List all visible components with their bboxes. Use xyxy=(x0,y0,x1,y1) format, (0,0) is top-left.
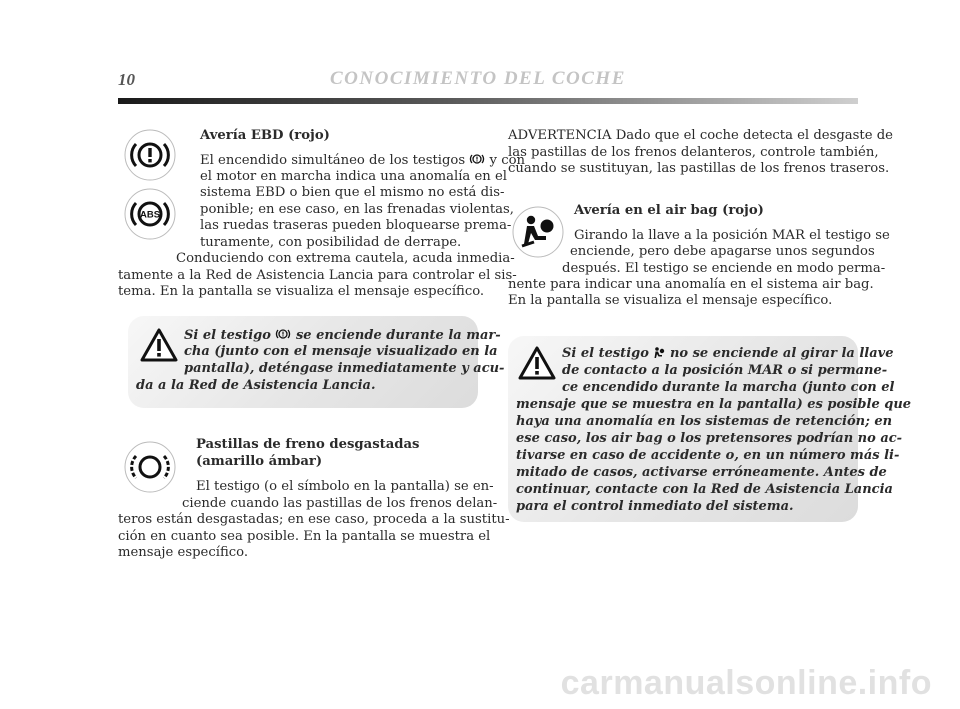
airbag-warning-line: haya una anomalía en los sistemas de retención; en xyxy=(516,414,893,429)
abs-icon-label: ABS xyxy=(139,209,161,221)
page-number: 10 xyxy=(118,70,135,89)
airbag-warning-line: de contacto a la posición MAR o si permane- xyxy=(562,363,888,378)
ebd-text-line: El encendido simultáneo de los testigos y con xyxy=(200,153,526,168)
ebd-text-line: Conduciendo con extrema cautela, acuda inmedia- xyxy=(176,251,515,266)
advertencia-line: ADVERTENCIA Dado que el coche detecta el desgaste de xyxy=(508,128,893,143)
advertencia-line: cuando se sustituyan, las pastillas de los frenos traseros. xyxy=(508,161,890,176)
airbag-warning-line: mensaje que se muestra en la pantalla) es posible que xyxy=(516,397,912,412)
airbag-icon xyxy=(512,206,564,258)
airbag-text-line: nente para indicar una anomalía en el sistema air bag. xyxy=(508,277,874,292)
airbag-warning-line: Si el testigo no se enciende al girar la llave xyxy=(562,346,894,361)
ebd-warning-line: cha (junto con el mensaje visualizado en la xyxy=(184,344,498,359)
section-title: CONOCIMIENTO DEL COCHE xyxy=(330,68,626,89)
airbag-text-line: En la pantalla se visualiza el mensaje específico. xyxy=(508,293,833,308)
airbag-warning-line: tivarse en caso de accidente o, en un número más li- xyxy=(516,448,900,463)
brake-pad-wear-icon xyxy=(124,441,176,493)
airbag-warning-line: para el control inmediato del sistema. xyxy=(516,499,794,514)
ebd-text-line: turamente, con posibilidad de derrape. xyxy=(200,235,462,250)
warning-triangle-icon xyxy=(140,328,178,362)
ebd-text-line: las ruedas traseras pueden bloquearse prema- xyxy=(200,218,512,233)
airbag-text-line: Girando la llave a la posición MAR el testigo se xyxy=(574,228,890,243)
airbag-title: Avería en el air bag (rojo) xyxy=(574,203,764,218)
warning-triangle-icon xyxy=(518,346,556,380)
airbag-text-line: después. El testigo se enciende en modo perma- xyxy=(562,261,886,276)
airbag-warning-line: continuar, contacte con la Red de Asistencia Lancia xyxy=(516,482,893,497)
airbag-warning-line: ce encendido durante la marcha (junto con el xyxy=(562,380,895,395)
brake-warning-icon xyxy=(124,129,176,181)
ebd-text-line: tema. En la pantalla se visualiza el mensaje específico. xyxy=(118,284,485,299)
abs-icon xyxy=(124,188,176,240)
advertencia-line: las pastillas de los frenos delanteros, controle también, xyxy=(508,145,879,160)
pads-text-line: ciende cuando las pastillas de los frenos delan- xyxy=(182,496,498,511)
ebd-warning-line: da a la Red de Asistencia Lancia. xyxy=(136,378,376,393)
brake-warning-inline-icon xyxy=(469,152,485,166)
ebd-text-line: el motor en marcha indica una anomalía en el xyxy=(200,169,508,184)
airbag-text-line: enciende, pero debe apagarse unos segundos xyxy=(570,244,875,259)
pads-text-line: El testigo (o el símbolo en la pantalla) se en- xyxy=(196,479,494,494)
ebd-warning-line: Si el testigo se enciende durante la mar- xyxy=(184,328,501,343)
header-rule xyxy=(118,98,858,104)
pads-text-line: mensaje específico. xyxy=(118,545,249,560)
ebd-text-line: ponible; en ese caso, en las frenadas violentas, xyxy=(200,202,514,217)
ebd-title: Avería EBD (rojo) xyxy=(200,128,330,143)
airbag-warning-line: ese caso, los air bag o los pretensores podrían no ac- xyxy=(516,431,903,446)
pads-text-line: ción en cuanto sea posible. En la pantalla se muestra el xyxy=(118,529,491,544)
ebd-text-line: tamente a la Red de Asistencia Lancia para controlar el sis- xyxy=(118,268,517,283)
watermark: carmanualsonline.info xyxy=(560,664,932,702)
ebd-warning-line: pantalla), deténgase inmediatamente y acu- xyxy=(184,361,505,376)
pads-subtitle: (amarillo ámbar) xyxy=(196,454,323,469)
brake-warning-inline-icon xyxy=(275,327,291,341)
ebd-text-line: sistema EBD o bien que el mismo no está dis- xyxy=(200,185,505,200)
pads-title: Pastillas de freno desgastadas xyxy=(196,437,420,452)
airbag-inline-icon xyxy=(653,346,665,359)
airbag-warning-line: mitado de casos, activarse erróneamente. Antes de xyxy=(516,465,887,480)
pads-text-line: teros están desgastadas; en ese caso, proceda a la sustitu- xyxy=(118,512,510,527)
